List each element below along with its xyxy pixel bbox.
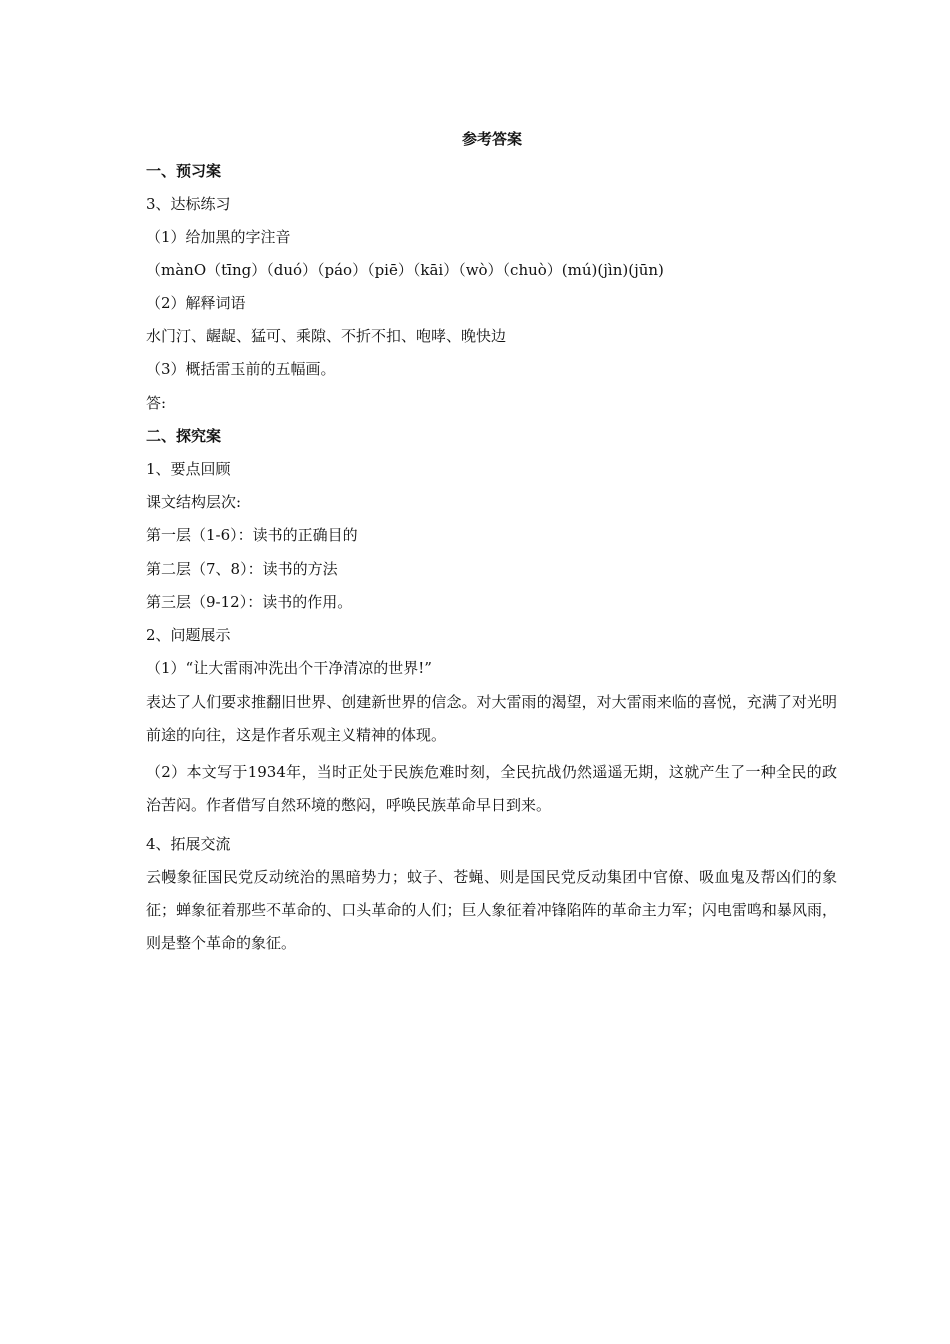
- question-1-answer: （mànO（tīng）（duó）（páo）（piē）（kāi）（wò）（chuò）(mú)(jìn)(jūn): [146, 261, 664, 279]
- problem-1-label: （1）“让大雷雨冲洗出个干净清凉的世界!”: [146, 659, 432, 677]
- section-heading-preview: 一、预习案: [146, 162, 222, 180]
- subheading-problems: 2、问题展示: [146, 626, 231, 644]
- page-title: 参考答案: [461, 130, 522, 148]
- extension-text: [115, 861, 837, 960]
- structure-label: 课文结构层次:: [146, 493, 242, 511]
- extension-paragraph: 云幔象征国民党反动统治的黑暗势力；蚊子、苍蝇、则是国民党反动集团中官僚、吸血鬼及帮凶们的象征；蝉象征着那些不革命的、口头革命的人们；巨人象征着冲锋陷阵的革命主力军；闪电雷鸣和暴风雨，则是整个革命的象征。: [146, 868, 837, 952]
- problem-2-text: [115, 756, 837, 822]
- question-3-label: （3）概括雷玉前的五幅画。: [146, 360, 336, 378]
- subheading-practice: 3、达标练习: [146, 195, 231, 213]
- problem-1-paragraph: 表达了人们要求推翻旧世界、创建新世界的信念。对大雷雨的渴望，对大雷雨来临的喜悦，充满了对光明前途的向往，这是作者乐观主义精神的体现。: [146, 693, 837, 744]
- question-3-answer: 答:: [146, 394, 167, 412]
- subheading-extension: 4、拓展交流: [146, 835, 231, 853]
- subheading-review: 1、要点回顾: [146, 460, 231, 478]
- question-1-label: （1）给加黑的字注音: [146, 228, 291, 246]
- structure-layer-2: 第二层（7、8）：读书的方法: [146, 560, 338, 578]
- section-heading-inquiry: 二、探究案: [146, 427, 222, 445]
- question-2-label: （2）解释词语: [146, 294, 246, 312]
- problem-1-text: [115, 686, 837, 752]
- question-2-answer: 水门汀、龌龊、猛可、乘隙、不折不扣、咆哮、晚快边: [146, 327, 507, 345]
- structure-layer-1: 第一层（1-6）：读书的正确目的: [146, 526, 358, 544]
- structure-layer-3: 第三层（9-12）：读书的作用。: [146, 593, 353, 611]
- problem-2-paragraph: （2）本文写于1934年，当时正处于民族危难时刻，全民抗战仍然遥遥无期，这就产生了一种全民的政治苦闷。作者借写自然环境的憋闷，呼唤民族革命早日到来。: [146, 763, 837, 814]
